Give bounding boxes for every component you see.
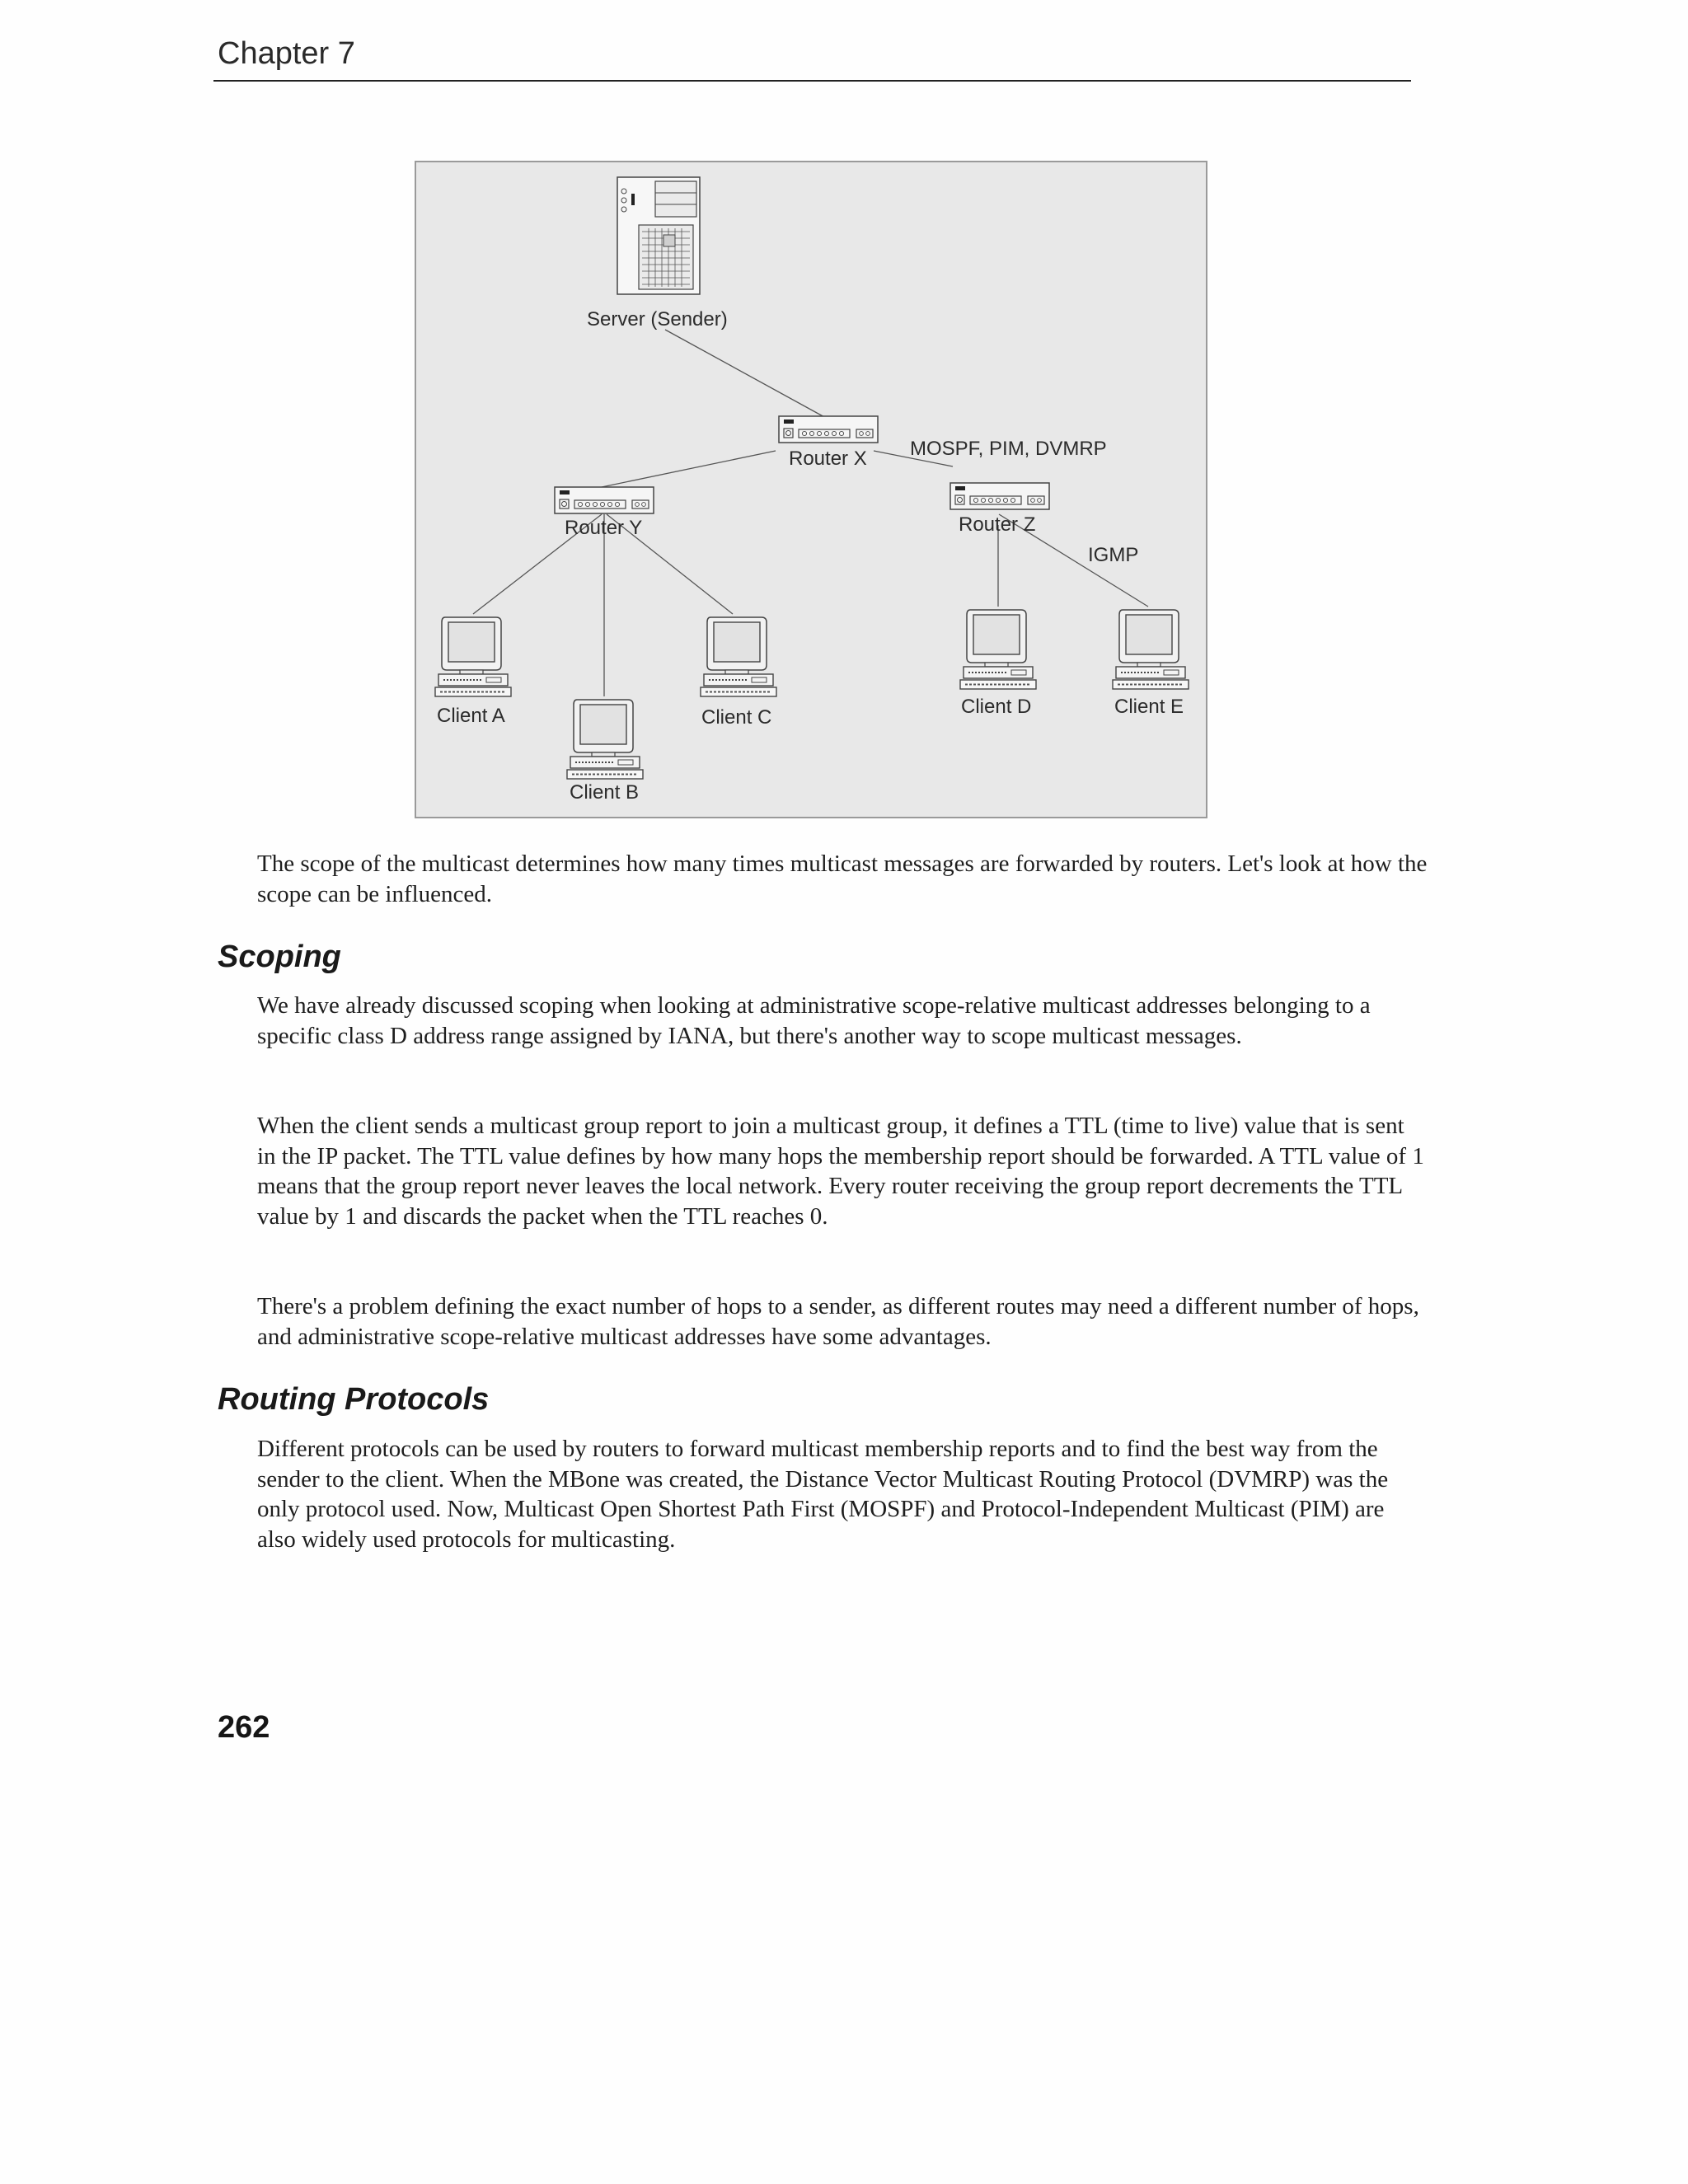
protocols-label: MOSPF, PIM, DVMRP	[910, 438, 1107, 460]
client-b-icon	[567, 700, 643, 779]
client-c-icon	[701, 617, 776, 696]
server-label: Server (Sender)	[587, 308, 728, 330]
scoping-paragraph-1: We have already discussed scoping when looking at administrative scope-relative multicast addresses belonging to a specific class D address range assigned by IANA, but there's another way to scope multicast messages.	[257, 992, 1371, 1049]
router-y-icon	[555, 487, 654, 513]
client-d-label: Client D	[961, 696, 1032, 718]
client-a-icon	[435, 617, 511, 696]
client-b-label: Client B	[570, 781, 640, 804]
page-number: 262	[218, 1710, 270, 1745]
igmp-label: IGMP	[1088, 544, 1139, 566]
intro-paragraph: The scope of the multicast determines how many times multicast messages are forwarded by routers. Let's look at how the scope can be influenced.	[257, 851, 1428, 907]
chapter-title: Chapter 7	[218, 36, 355, 71]
scoping-paragraph-3: There's a problem defining the exact number of hops to a sender, as different routes may need a different number of hops, and administrative scope-relative multicast addresses have some advantages.	[257, 1293, 1419, 1350]
server-icon	[617, 177, 700, 294]
header-rule	[213, 80, 1411, 82]
client-a-label: Client A	[437, 705, 505, 727]
routing-paragraph: Different protocols can be used by routers to forward multicast membership reports and to find the best way from the sender to the client. When the MBone was created, the Distance Vector Multicast Routing Protocol (DVMRP) was the only protocol used. Now, Multicast Open Shortest Path First (MOSPF) and Protocol-Independent Multicast (PIM) are also widely used protocols for multicasting.	[257, 1436, 1389, 1553]
client-c-label: Client C	[701, 706, 772, 729]
router-x-icon	[779, 416, 878, 443]
client-e-label: Client E	[1114, 696, 1184, 718]
scoping-paragraph-2: When the client sends a multicast group report to join a multicast group, it defines a TTL (time to live) value that is sent in the IP packet. The TTL value defines by how many hops the membership report should be forwarded. A TTL value of 1 means that the group report never leaves the local network. Every router receiving the group report decrements the TTL value by 1 and discards the packet when the TTL reaches 0.	[257, 1113, 1424, 1230]
router-z-label: Router Z	[959, 513, 1036, 536]
scoping-heading: Scoping	[218, 940, 341, 974]
client-e-icon	[1113, 610, 1189, 689]
routing-protocols-heading: Routing Protocols	[218, 1382, 490, 1417]
router-z-icon	[950, 483, 1049, 509]
network-diagram	[415, 161, 1207, 818]
router-x-label: Router X	[789, 448, 867, 470]
router-y-label: Router Y	[565, 517, 643, 539]
client-d-icon	[960, 610, 1036, 689]
network-diagram-graphics	[416, 162, 1209, 820]
